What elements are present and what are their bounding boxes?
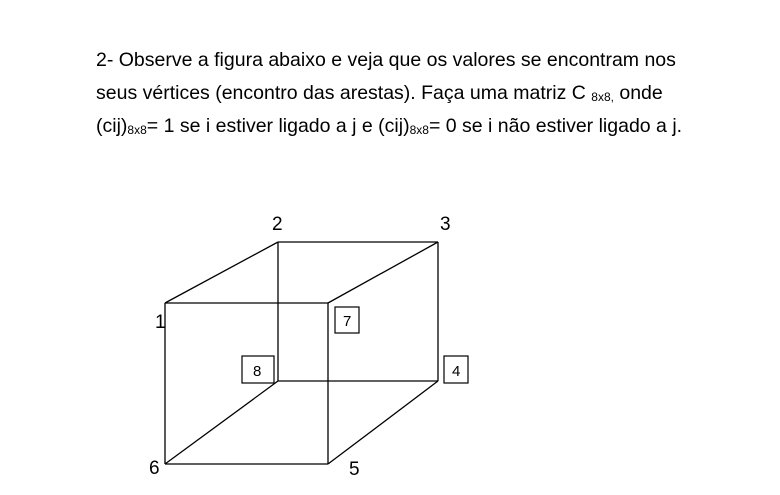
question-line-1-text: 2- Observe a figura abaixo e veja que os valores se encontram nos — [96, 49, 676, 71]
vertex-label-8: 8 — [253, 363, 262, 380]
vertex-label-6: 6 — [149, 458, 160, 479]
question-line-3-end: = 0 se i não estiver ligado a j. — [428, 115, 683, 137]
vertex-label-2: 2 — [272, 214, 283, 235]
matrix-subscript-1: 8x8 — [127, 123, 147, 137]
vertex-label-5: 5 — [349, 459, 360, 480]
vertex-label-3: 3 — [440, 214, 451, 235]
question-line-2-end: onde — [613, 82, 663, 104]
question-line-3-middle: = 1 se i estiver ligado a j e (cij) — [146, 115, 410, 137]
vertex-label-1: 1 — [155, 312, 166, 333]
matrix-subscript-2: 8x8 — [409, 123, 429, 137]
edge-5-4 — [328, 381, 438, 464]
matrix-size-subscript: 8x8, — [591, 90, 614, 104]
edge-1-2 — [165, 242, 278, 303]
vertex-label-4: 4 — [452, 363, 461, 380]
question-line-3-start: (cij) — [96, 115, 128, 137]
vertex-label-7: 7 — [343, 313, 352, 330]
edge-6-8 — [165, 381, 278, 464]
edge-7-3 — [328, 242, 438, 303]
question-line-2-text: seus vértices (encontro das arestas). Faça uma matriz C — [96, 82, 592, 104]
